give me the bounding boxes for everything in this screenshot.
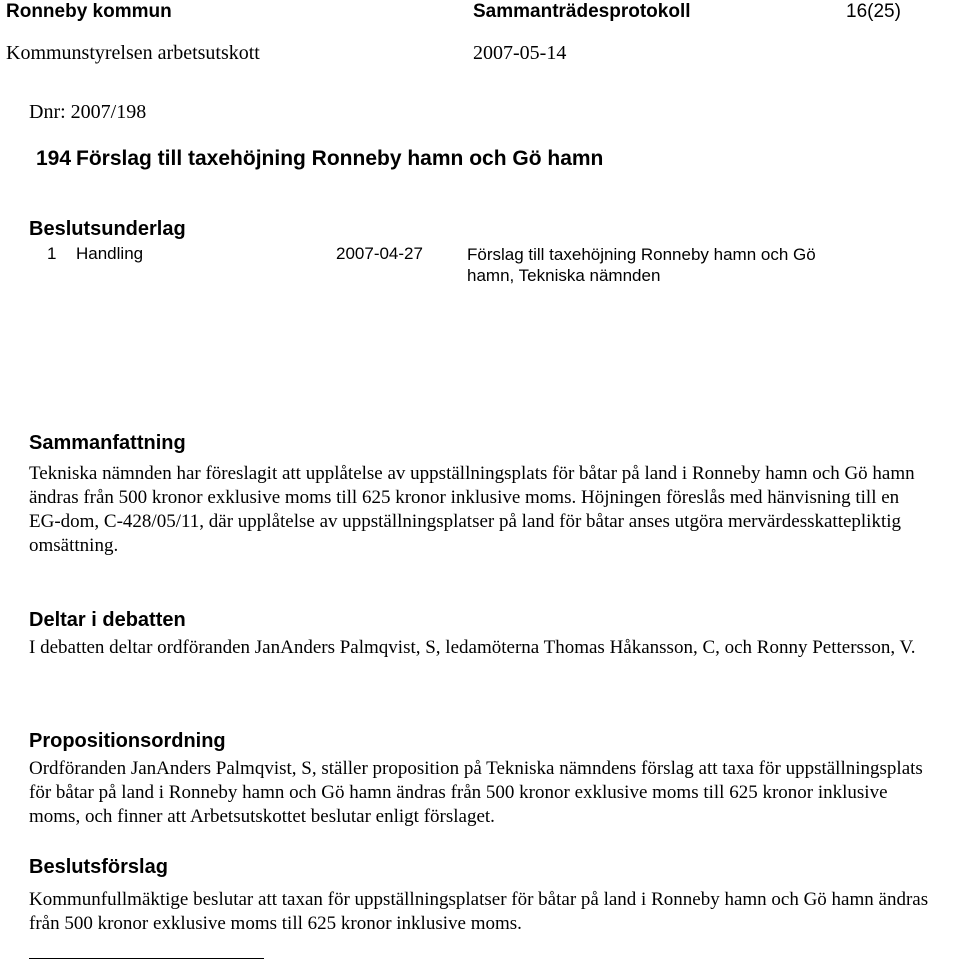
debatt-heading: Deltar i debatten [29,609,186,631]
header-date: 2007-05-14 [473,42,567,64]
proposition-text: Ordföranden JanAnders Palmqvist, S, ställer proposition på Tekniska nämndens förslag att taxa för uppställningsplats för båtar på land i Ronneby hamn och Gö hamn ändras från 500 kronor exklusive moms till 625 kronor inklusive moms, och finner att Arbetsutskottet beslutar enligt förslaget. [29,758,923,827]
beslutsunderlag-row-description: Förslag till taxehöjning Ronneby hamn och Gö hamn, Tekniska nämnden [467,245,816,285]
debatt-text: I debatten deltar ordföranden JanAnders Palmqvist, S, ledamöterna Thomas Håkansson, C, och Ronny Pettersson, V. [29,637,916,658]
sammanfattning-heading: Sammanfattning [29,432,186,454]
diary-number: Dnr: 2007/198 [29,101,147,123]
item-title [36,147,603,171]
item-number: 194 [36,147,72,170]
header-org: Ronneby kommun [6,1,172,22]
beslutsunderlag-row-type: Handling [76,244,144,263]
beslutsunderlag-row-date: 2007-04-27 [336,244,423,263]
header-doc-type: Sammanträdesprotokoll [473,1,691,22]
header-committee: Kommunstyrelsen arbetsutskott [6,42,260,64]
beslutsunderlag-row-index: 1 [47,244,57,263]
header-page-number: 16(25) [846,1,901,22]
proposition-heading: Propositionsordning [29,730,226,752]
sammanfattning-text: Tekniska nämnden har föreslagit att upplåtelse av uppställningsplats för båtar på land i Ronneby hamn och Gö hamn ändras från 500 kronor exklusive moms till 625 kronor inklusive moms. Höjningen föreslås med hänvisning till en EG-dom, C-428/05/11, där upplåtelse av uppställningsplatser på land för båtar anses utgöra mervärdesskattepliktig omsättning. [29,463,915,556]
item-title-text: Förslag till taxehöjning Ronneby hamn och Gö hamn [76,147,604,170]
beslutsunderlag-heading: Beslutsunderlag [29,218,186,240]
beslutsforslag-text: Kommunfullmäktige beslutar att taxan för uppställningsplatser för båtar på land i Ronneby hamn och Gö hamn ändras från 500 kronor exklusive moms till 625 kronor inklusive moms. [29,889,929,934]
signature-line [29,958,264,959]
beslutsforslag-heading: Beslutsförslag [29,856,168,878]
